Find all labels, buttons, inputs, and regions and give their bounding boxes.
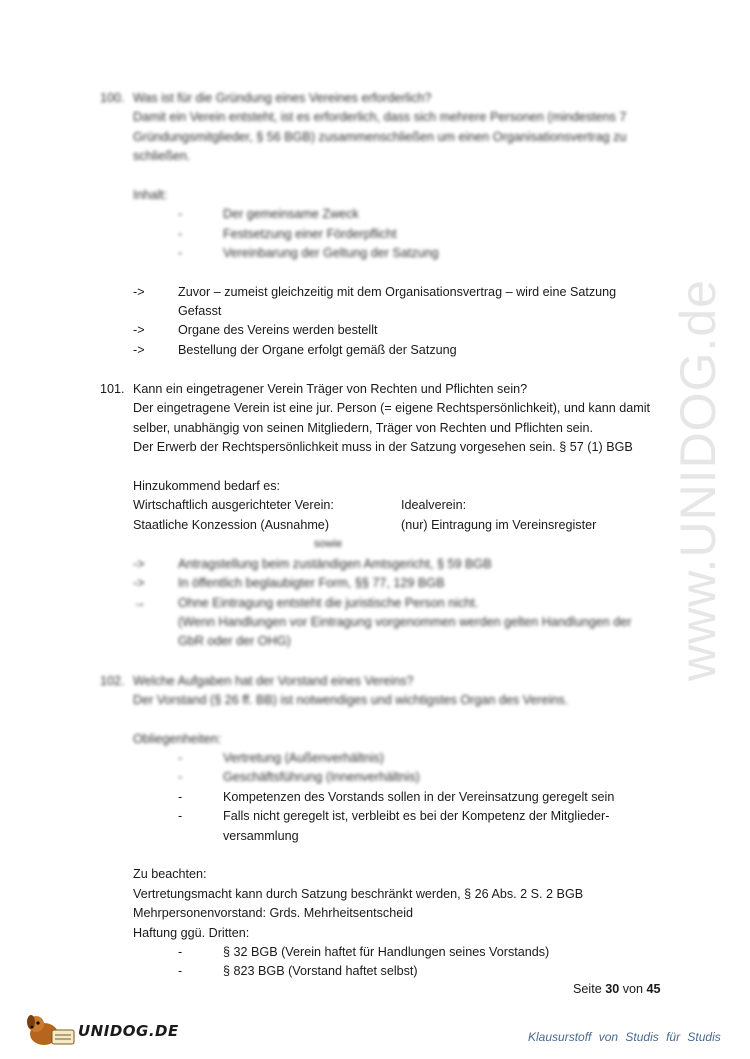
q100-arrow-text: Organe des Vereins werden bestellt xyxy=(178,323,378,337)
q102-note-line: Mehrpersonenvorstand: Grds. Mehrheitsentscheid xyxy=(133,906,414,920)
page-number xyxy=(573,980,661,1000)
q100-answer-line: Damit ein Verein entsteht, ist es erforderlich, dass sich mehrere Personen (mindestens 7 xyxy=(133,110,627,124)
q100-arrow-text: Gefasst xyxy=(178,304,222,318)
q101-answer-line: Der Erwerb der Rechtspersönlichkeit muss in der Satzung vorgesehen sein. § 57 (1) BGB xyxy=(133,440,633,454)
q101-question: Kann ein eingetragener Verein Träger von Rechten und Pflichten sein? xyxy=(133,382,528,396)
q102-note-label: Zu beachten: xyxy=(133,867,207,881)
bullet: - xyxy=(178,227,183,241)
arrow-marker: → xyxy=(133,596,146,610)
q101-col-right: (nur) Eintragung im Vereinsregister xyxy=(401,518,597,532)
bullet: - xyxy=(178,246,183,260)
bullet: - xyxy=(178,790,183,804)
unidog-logo xyxy=(22,1010,179,1048)
q101-arrow-text: Ohne Eintragung entsteht die juristische Person nicht. xyxy=(178,596,479,610)
q101-col-right: Idealverein: xyxy=(401,498,467,512)
q102-obl-label: Obliegenheiten: xyxy=(133,732,222,746)
bullet: - xyxy=(178,945,183,959)
q102-item: Kompetenzen des Vorstands sollen in der Vereinsatzung geregelt sein xyxy=(223,790,615,804)
q102-item: versammlung xyxy=(223,829,299,843)
q101-answer-line: Der eingetragene Verein ist eine jur. Person (= eigene Rechtspersönlichkeit), und kann damit xyxy=(133,401,650,415)
bullet: - xyxy=(178,964,183,978)
q101-arrow-text: GbR oder der OHG) xyxy=(178,634,291,648)
q102-number: 102. xyxy=(100,674,125,688)
q101-hinzu: Hinzukommend bedarf es: xyxy=(133,479,280,493)
arrow-marker: -> xyxy=(133,285,145,299)
q102-blur-item: Vertretung (Außenverhältnis) xyxy=(223,751,385,765)
arrow-marker: -> xyxy=(133,323,145,337)
q100-question: Was ist für die Gründung eines Vereines erforderlich? xyxy=(133,91,432,105)
q101-col-left: Staatliche Konzession (Ausnahme) xyxy=(133,518,330,532)
q102-item: Falls nicht geregelt ist, verbleibt es bei der Kompetenz der Mitglieder- xyxy=(223,809,610,823)
q100-inhalt-item: Vereinbarung der Geltung der Satzung xyxy=(223,246,439,260)
q102-haftung-item: § 823 BGB (Vorstand haftet selbst) xyxy=(223,964,418,978)
q100-answer-line: Gründungsmitglieder, § 56 BGB) zusammenschließen um einen Organisationsvertrag zu xyxy=(133,130,627,144)
q102-note-line: Vertretungsmacht kann durch Satzung beschränkt werden, § 26 Abs. 2 S. 2 BGB xyxy=(133,887,584,901)
page-total: 45 xyxy=(646,982,661,996)
page-middle: von xyxy=(622,982,644,996)
q100-number: 100. xyxy=(100,91,125,105)
bullet: - xyxy=(178,770,183,784)
logo-text: UNIDOG.DE xyxy=(78,1022,179,1040)
q101-arrow-text: In öffentlich beglaubigter Form, §§ 77, 129 BGB xyxy=(178,576,445,590)
q101-answer-line: selber, unabhängig von seinen Mitgliedern, Träger von Rechten und Pflichten sein. xyxy=(133,421,593,435)
arrow-marker: -> xyxy=(133,343,145,357)
page-prefix: Seite xyxy=(573,982,602,996)
q100-inhalt-label: Inhalt: xyxy=(133,188,168,202)
q102-note-line: Haftung ggü. Dritten: xyxy=(133,926,250,940)
dog-icon xyxy=(22,1010,82,1048)
q101-col-left: Wirtschaftlich ausgerichteter Verein: xyxy=(133,498,334,512)
arrow-marker: -> xyxy=(133,557,145,571)
arrow-marker: -> xyxy=(133,576,145,590)
q100-answer-line: schließen. xyxy=(133,149,191,163)
q102-blur-item: Geschäftsführung (Innenverhältnis) xyxy=(223,770,420,784)
bullet: - xyxy=(178,809,183,823)
q102-haftung-item: § 32 BGB (Verein haftet für Handlungen seines Vorstands) xyxy=(223,945,550,959)
q100-inhalt-item: Der gemeinsame Zweck xyxy=(223,207,359,221)
q102-question: Welche Aufgaben hat der Vorstand eines Vereins? xyxy=(133,674,414,688)
q102-answer-line: Der Vorstand (§ 26 ff. BB) ist notwendiges und wichtigstes Organ des Vereins. xyxy=(133,693,569,707)
q100-arrow-text: Bestellung der Organe erfolgt gemäß der Satzung xyxy=(178,343,457,357)
q100-inhalt-item: Festsetzung einer Förderpflicht xyxy=(223,227,397,241)
q101-arrow-text: Antragstellung beim zuständigen Amtsgericht, § 59 BGB xyxy=(178,557,492,571)
q101-arrow-text: (Wenn Handlungen vor Eintragung vorgenommen werden gelten Handlungen der xyxy=(178,615,632,629)
q101-mid-label: sowie xyxy=(314,538,343,550)
q101-number: 101. xyxy=(100,382,125,396)
q100-arrow-text: Zuvor – zumeist gleichzeitig mit dem Organisationsvertrag – wird eine Satzung xyxy=(178,285,617,299)
page-current: 30 xyxy=(605,982,620,996)
footer-tagline: Klausurstoff von Studis für Studis xyxy=(528,1030,721,1044)
bullet: - xyxy=(178,207,183,221)
watermark: www.UNIDOG.de xyxy=(670,279,726,681)
bullet: - xyxy=(178,751,183,765)
